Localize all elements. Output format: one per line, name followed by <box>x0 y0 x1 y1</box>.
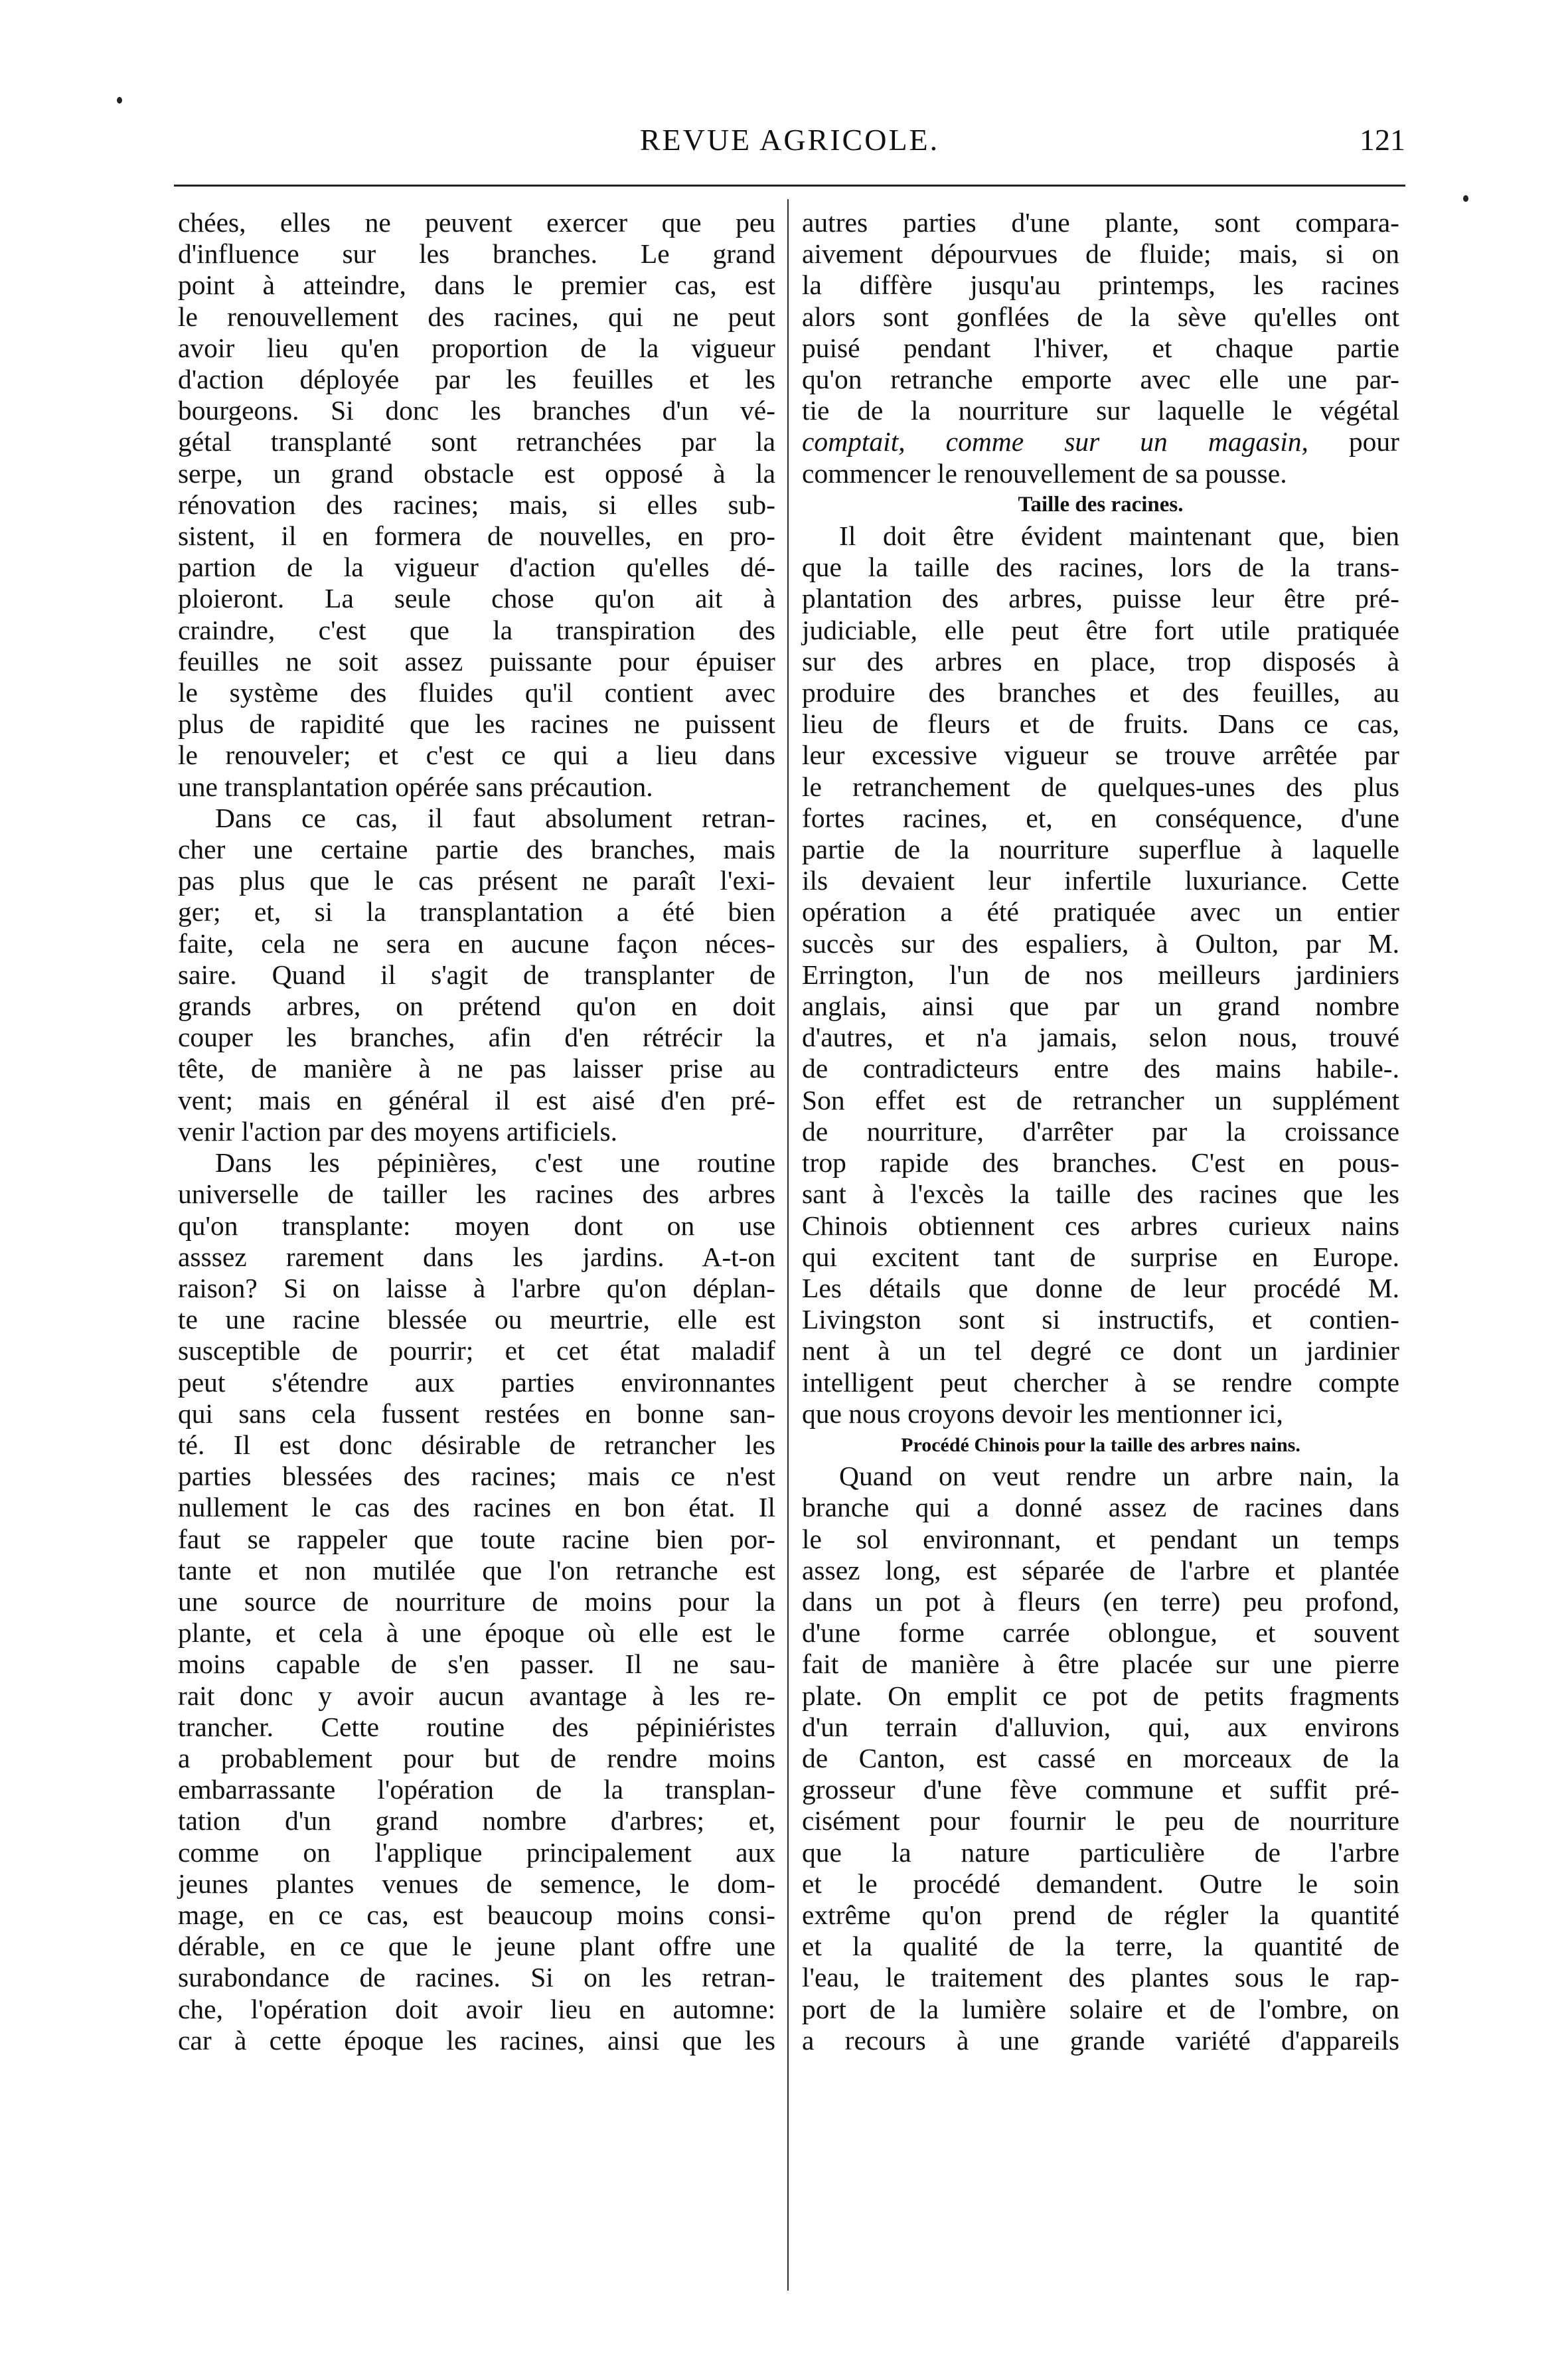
text-line: dérable, en ce que le jeune plant offre une <box>178 1931 775 1962</box>
text-line: a recours à une grande variété d'appareils <box>802 2024 1399 2056</box>
text-line: bourgeons. Si donc les branches d'un vé- <box>178 395 775 426</box>
text-line: fait de manière à être placée sur une pierre <box>802 1649 1399 1680</box>
text-line: universelle de tailler les racines des arbres <box>178 1178 775 1210</box>
text-line: d'un terrain d'alluvion, qui, aux environs <box>802 1711 1399 1742</box>
text-line: port de la lumière solaire et de l'ombre, on <box>802 1993 1399 2024</box>
text-line: embarrassante l'opération de la transplan- <box>178 1774 775 1805</box>
text-line: qui excitent tant de surprise en Europe. <box>802 1241 1399 1272</box>
text-line: fortes racines, et, en conséquence, d'une <box>802 802 1399 833</box>
text-line: Son effet est de retrancher un supplément <box>802 1084 1399 1115</box>
text-line: craindre, c'est que la transpiration des <box>178 614 775 645</box>
text-line: mage, en ce cas, est beaucoup moins consi- <box>178 1899 775 1930</box>
text-line: et la qualité de la terre, la quantité de <box>802 1931 1399 1962</box>
text-line: le retranchement de quelques-unes des plus <box>802 771 1399 802</box>
text-line: le système des fluides qu'il contient avec <box>178 677 775 708</box>
text-line: cisément pour fournir le peu de nourriture <box>802 1805 1399 1836</box>
text-line: leur excessive vigueur se trouve arrêtée par <box>802 740 1399 771</box>
text-line: branche qui a donné assez de racines dans <box>802 1492 1399 1523</box>
text-line: puisé pendant l'hiver, et chaque partie <box>802 332 1399 363</box>
text-line: avoir lieu qu'en proportion de la vigueur <box>178 332 775 363</box>
column-divider <box>787 199 789 2291</box>
text-line: sant à l'excès la taille des racines que les <box>802 1178 1399 1210</box>
text-line: plantation des arbres, puisse leur être pré- <box>802 583 1399 614</box>
text-line: ploieront. La seule chose qu'on ait à <box>178 583 775 614</box>
text-line: tête, de manière à ne pas laisser prise au <box>178 1053 775 1084</box>
text-line: d'influence sur les branches. Le grand <box>178 238 775 270</box>
text-line: pas plus que le cas présent ne paraît l'exi- <box>178 865 775 896</box>
text-line: Les détails que donne de leur procédé M. <box>802 1272 1399 1303</box>
text-line: serpe, un grand obstacle est opposé à la <box>178 457 775 489</box>
text-line: surabondance de racines. Si on les retran- <box>178 1962 775 1993</box>
text-line: une transplantation opérée sans précaution. <box>178 771 653 802</box>
text-line: trancher. Cette routine des pépiniéristes <box>178 1711 775 1742</box>
text-line: anglais, ainsi que par un grand nombre <box>802 991 1399 1022</box>
text-line: succès sur des espaliers, à Oulton, par M. <box>802 928 1399 959</box>
text-line: tante et non mutilée que l'on retranche est <box>178 1554 775 1585</box>
text-line: produire des branches et des feuilles, au <box>802 677 1399 708</box>
text-line: de Canton, est cassé en morceaux de la <box>802 1742 1399 1773</box>
text-line: nullement le cas des racines en bon état. Il <box>178 1492 775 1523</box>
text-line: feuilles ne soit assez puissante pour épuiser <box>178 645 775 677</box>
text-line: le sol environnant, et pendant un temps <box>802 1523 1399 1554</box>
text-line: Chinois obtiennent ces arbres curieux nains <box>802 1210 1399 1241</box>
text-line: moins capable de s'en passer. Il ne sau- <box>178 1649 775 1680</box>
text-line: Il doit être évident maintenant que, bien <box>839 521 1399 552</box>
right-column <box>802 207 1399 2056</box>
text-line: point à atteindre, dans le premier cas, est <box>178 270 775 301</box>
text-line: d'une forme carrée oblongue, et souvent <box>802 1617 1399 1649</box>
text-line: grosseur d'une fève commune et suffit pré- <box>802 1774 1399 1805</box>
text-line: grands arbres, on prétend qu'on en doit <box>178 991 775 1022</box>
text-line: lieu de fleurs et de fruits. Dans ce cas, <box>802 708 1399 740</box>
text-line: Errington, l'un de nos meilleurs jardiniers <box>802 959 1399 990</box>
left-column <box>178 207 775 2056</box>
text-line: plus de rapidité que les racines ne puissent <box>178 708 775 740</box>
text-line: dans un pot à fleurs (en terre) peu profond, <box>802 1585 1399 1617</box>
text-line: le renouveler; et c'est ce qui a lieu dans <box>178 740 775 771</box>
text-line: une source de nourriture de moins pour la <box>178 1585 775 1617</box>
text-line: gétal transplanté sont retranchées par la <box>178 426 775 457</box>
text-line: Livingston sont si instructifs, et contien- <box>802 1304 1399 1335</box>
text-line: te une racine blessée ou meurtrie, elle est <box>178 1304 775 1335</box>
text-line: couper les branches, afin d'en rétrécir la <box>178 1022 775 1053</box>
text-line: raison? Si on laisse à l'arbre qu'on déplan- <box>178 1272 775 1303</box>
text-line: partie de la nourriture superflue à laquelle <box>802 834 1399 865</box>
text-line: alors sont gonflées de la sève qu'elles ont <box>802 301 1399 332</box>
text-line: et le procédé demandent. Outre le soin <box>802 1868 1399 1899</box>
text-line: comptait, comme sur un magasin, pour <box>802 426 1399 457</box>
text-line: rait donc y avoir aucun avantage à les re- <box>178 1680 775 1711</box>
text-line: a probablement pour but de rendre moins <box>178 1742 775 1773</box>
text-line: sistent, il en formera de nouvelles, en pro- <box>178 521 775 552</box>
text-line: ils devaient leur infertile luxuriance. Cette <box>802 865 1399 896</box>
page-number: 121 <box>1360 123 1405 157</box>
text-line: d'action déployée par les feuilles et les <box>178 364 775 395</box>
text-line: que nous croyons devoir les mentionner ici, <box>802 1398 1283 1429</box>
header-rule <box>174 185 1405 187</box>
page-header <box>174 112 1405 165</box>
text-line: faite, cela ne sera en aucune façon néces- <box>178 928 775 959</box>
text-line: vent; mais en général il est aisé d'en pré- <box>178 1084 775 1115</box>
text-line: té. Il est donc désirable de retrancher les <box>178 1429 775 1460</box>
text-line: qu'on transplante: moyen dont on use <box>178 1210 775 1241</box>
text-line: de contradicteurs entre des mains habile-. <box>802 1053 1399 1084</box>
text-line: ger; et, si la transplantation a été bien <box>178 896 775 928</box>
text-line: l'eau, le traitement des plantes sous le rap- <box>802 1962 1399 1993</box>
text-line: rénovation des racines; mais, si elles sub- <box>178 489 775 520</box>
text-line: la diffère jusqu'au printemps, les racines <box>802 270 1399 301</box>
text-line: de nourriture, d'arrêter par la croissance <box>802 1115 1399 1147</box>
text-line: autres parties d'une plante, sont compara- <box>802 207 1399 238</box>
text-line: trop rapide des branches. C'est en pous- <box>802 1147 1399 1178</box>
text-line: saire. Quand il s'agit de transplanter de <box>178 959 775 990</box>
text-line: nent à un tel degré ce dont un jardinier <box>802 1335 1399 1366</box>
text-line: aivement dépourvues de fluide; mais, si on <box>802 238 1399 270</box>
text-line: judiciable, elle peut être fort utile pratiquée <box>802 614 1399 645</box>
text-line: qu'on retranche emporte avec elle une par- <box>802 364 1399 395</box>
text-line: car à cette époque les racines, ainsi que les <box>178 2024 775 2056</box>
text-line: assez long, est séparée de l'arbre et plantée <box>802 1554 1399 1585</box>
text-line: d'autres, et n'a jamais, selon nous, trouvé <box>802 1022 1399 1053</box>
text-line: venir l'action par des moyens artificiels. <box>178 1115 618 1147</box>
text-line: Quand on veut rendre un arbre nain, la <box>839 1461 1399 1492</box>
text-line: opération a été pratiquée avec un entier <box>802 896 1399 928</box>
text-line: plate. On emplit ce pot de petits fragments <box>802 1680 1399 1711</box>
text-line: Dans ce cas, il faut absolument retran- <box>215 802 775 833</box>
text-line: intelligent peut chercher à se rendre compte <box>802 1366 1399 1398</box>
text-line: faut se rappeler que toute racine bien por- <box>178 1523 775 1554</box>
text-line: susceptible de pourrir; et cet état maladif <box>178 1335 775 1366</box>
text-line: comme on l'applique principalement aux <box>178 1836 775 1868</box>
text-line: tie de la nourriture sur laquelle le végétal <box>802 395 1399 426</box>
text-line: Dans les pépinières, c'est une routine <box>215 1147 775 1178</box>
text-line: que la taille des racines, lors de la trans- <box>802 552 1399 583</box>
text-line: jeunes plantes venues de semence, le dom- <box>178 1868 775 1899</box>
section-heading: Procédé Chinois pour la taille des arbres nains. <box>901 1433 1300 1456</box>
text-line: plante, et cela à une époque où elle est le <box>178 1617 775 1649</box>
print-speck <box>1463 195 1468 202</box>
text-line: che, l'opération doit avoir lieu en automne: <box>178 1993 775 2024</box>
text-line: qui sans cela fussent restées en bonne san- <box>178 1398 775 1429</box>
section-heading: Taille des racines. <box>1018 492 1184 517</box>
text-line: parties blessées des racines; mais ce n'est <box>178 1461 775 1492</box>
text-line: chées, elles ne peuvent exercer que peu <box>178 207 775 238</box>
running-title: REVUE AGRICOLE. <box>639 123 940 157</box>
text-line: tation d'un grand nombre d'arbres; et, <box>178 1805 775 1836</box>
text-line: le renouvellement des racines, qui ne peut <box>178 301 775 332</box>
text-line: que la nature particulière de l'arbre <box>802 1836 1399 1868</box>
text-line: cher une certaine partie des branches, mais <box>178 834 775 865</box>
text-line: extrême qu'on prend de régler la quantité <box>802 1899 1399 1930</box>
text-line: sur des arbres en place, trop disposés à <box>802 645 1399 677</box>
print-speck <box>117 97 122 104</box>
text-line: partion de la vigueur d'action qu'elles dé- <box>178 552 775 583</box>
text-line: peut s'étendre aux parties environnantes <box>178 1366 775 1398</box>
text-line: asssez rarement dans les jardins. A-t-on <box>178 1241 775 1272</box>
text-line: commencer le renouvellement de sa pousse. <box>802 457 1287 489</box>
